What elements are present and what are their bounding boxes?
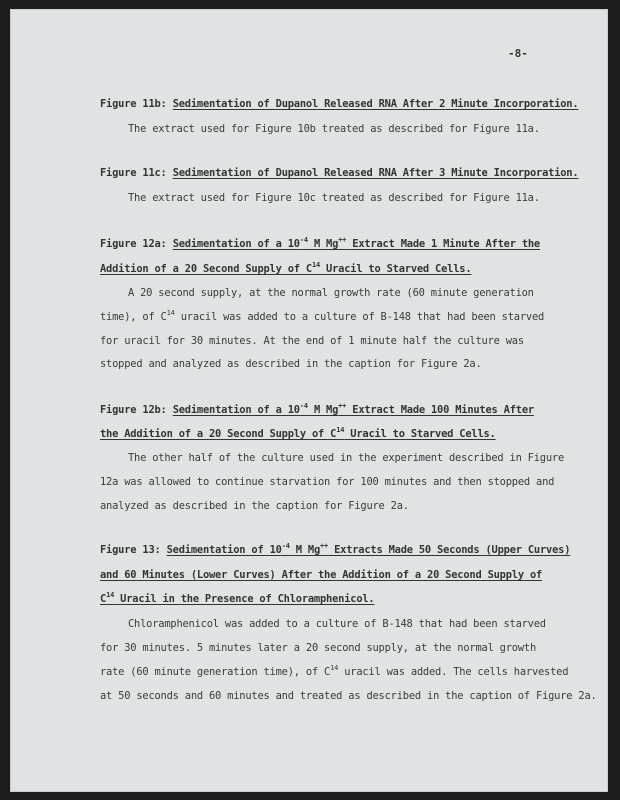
figure-13-caption-line-4: at 50 seconds and 60 minutes and treated as described in the caption of Figure 2a. — [100, 690, 597, 702]
figure-12a-label: Figure 12a: — [100, 238, 167, 250]
figure-12a-title-line-2: Addition of a 20 Second Supply of $C^{14}$ Uracil to Starved Cells. — [100, 261, 472, 275]
figure-11b-label: Figure 11b: — [100, 98, 167, 110]
figure-13-caption-line-2: for 30 minutes. 5 minutes later a 20 second supply, at the normal growth — [100, 642, 537, 654]
figure-11b-caption: The extract used for Figure 10b treated as described for Figure 11a. — [128, 123, 540, 135]
figure-11c-heading — [100, 167, 578, 179]
figure-13-title-line-3: $C^{14}$ Uracil in the Presence of Chloramphenicol. — [100, 591, 375, 605]
figure-11c-label: Figure 11c: — [100, 167, 167, 179]
figure-13-caption-line-3: rate (60 minute generation time), of $C^{14}$ uracil was added. The cells harvested — [100, 664, 569, 678]
figure-12a-caption-line-1: A 20 second supply, at the normal growth rate (60 minute generation — [128, 287, 534, 299]
figure-12b-caption-line-3: analyzed as described in the caption for Figure 2a. — [100, 500, 409, 512]
figure-11b-title: Sedimentation of Dupanol Released RNA After 2 Minute Incorporation. — [172, 98, 579, 110]
figure-12a-caption-line-2: time), of $C^{14}$ uracil was added to a culture of B-148 that had been starved — [100, 309, 545, 323]
figure-12a-heading-line-1 — [100, 238, 540, 250]
figure-13-title-line-2: and 60 Minutes (Lower Curves) After the Addition of a 20 Second Supply of — [100, 569, 543, 581]
figure-11c-caption: The extract used for Figure 10c treated as described for Figure 11a. — [128, 192, 540, 204]
figure-12b-heading-line-1 — [100, 404, 534, 416]
figure-13-heading-line-1 — [100, 544, 570, 556]
figure-12a-caption-line-4: stopped and analyzed as described in the caption for Figure 2a. — [100, 358, 482, 370]
figure-12b-caption-line-2: 12a was allowed to continue starvation for 100 minutes and then stopped and — [100, 476, 555, 488]
figure-12b-title-line-2: the Addition of a 20 Second Supply of $C^{14}$ Uracil to Starved Cells. — [100, 426, 496, 440]
figure-11c-title: Sedimentation of Dupanol Released RNA After 3 Minute Incorporation. — [172, 167, 579, 179]
figure-12a-title-line-1: Sedimentation of a $10^{-4}$ M Mg++ Extract Made 1 Minute After the — [172, 236, 540, 250]
figure-12b-title-line-1: Sedimentation of a $10^{-4}$ M Mg++ Extract Made 100 Minutes After — [172, 402, 534, 416]
figure-12b-caption-line-1: The other half of the culture used in the experiment described in Figure — [128, 452, 565, 464]
figure-12a-caption-line-3: for uracil for 30 minutes. At the end of 1 minute half the culture was — [100, 335, 524, 347]
figure-13-label: Figure 13: — [100, 544, 161, 556]
figure-13-caption-line-1: Chloramphenicol was added to a culture of B-148 that had been starved — [128, 618, 546, 630]
figure-11b-heading — [100, 98, 578, 110]
page-number: -8- — [508, 47, 528, 60]
figure-13-title-line-1: Sedimentation of $10^{-4}$ M Mg++ Extracts Made 50 Seconds (Upper Curves) — [166, 542, 571, 556]
figure-12b-label: Figure 12b: — [100, 404, 167, 416]
